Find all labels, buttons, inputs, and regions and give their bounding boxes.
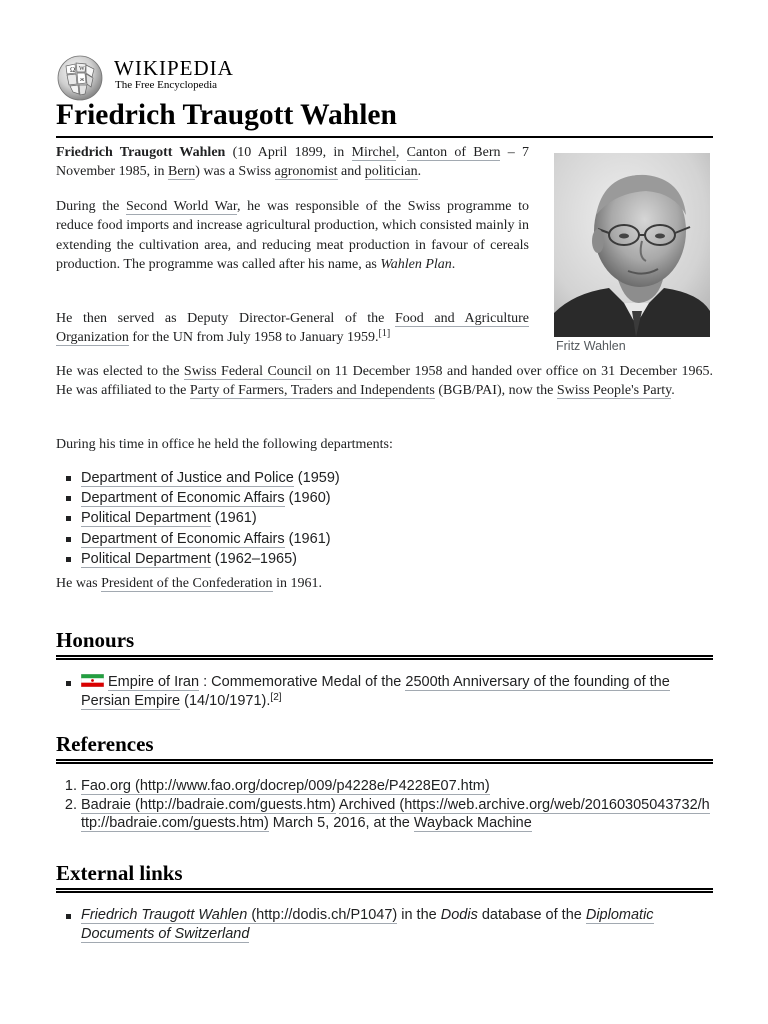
link-president-of-confederation[interactable]: President of the Confederation bbox=[101, 576, 273, 591]
link-department[interactable]: Political Department bbox=[81, 510, 211, 527]
link-canton-of-bern[interactable]: Canton of Bern bbox=[406, 145, 501, 160]
honours-heading: Honours bbox=[56, 628, 135, 652]
link-department[interactable]: Department of Economic Affairs bbox=[81, 490, 285, 507]
citation-1[interactable]: [1] bbox=[378, 328, 391, 340]
link-agronomist[interactable]: agronomist bbox=[274, 164, 338, 180]
departments-intro: During his time in office he held the following departments: bbox=[56, 437, 393, 452]
link-politician[interactable]: politician bbox=[364, 164, 418, 180]
link-department[interactable]: Department of Economic Affairs bbox=[81, 530, 285, 547]
iran-flag-icon bbox=[81, 674, 104, 687]
link-badraie[interactable]: Badraie (http://badraie.com/guests.htm) bbox=[81, 796, 336, 813]
link-empire-of-iran[interactable]: Empire of Iran bbox=[108, 674, 200, 690]
intro-paragraph: Friedrich Traugott Wahlen (10 April 1899, in Mirchel, Canton of Bern – 7 November 1985, in Bern) was a Swiss agronomist and politician. bbox=[56, 145, 530, 180]
title-divider bbox=[56, 136, 713, 138]
wikipedia-tagline: The Free Encyclopedia bbox=[115, 79, 218, 91]
list-item: Political Department (1962–1965) bbox=[56, 549, 713, 569]
svg-text:Ω: Ω bbox=[70, 66, 76, 74]
portrait-caption: Fritz Wahlen bbox=[556, 339, 626, 353]
references-heading: References bbox=[56, 732, 154, 756]
link-swiss-peoples-party[interactable]: Swiss People's Party bbox=[556, 383, 672, 399]
portrait-image[interactable] bbox=[554, 153, 710, 337]
departments-list bbox=[56, 468, 713, 569]
link-fao[interactable]: Food and Agriculture Organization bbox=[56, 311, 530, 346]
external-links-heading: External links bbox=[56, 861, 183, 885]
link-department[interactable]: Political Department bbox=[81, 550, 211, 567]
list-item: Friedrich Traugott Wahlen (http://dodis.ch/P1047) in the Dodis database of the Diplomatic Documents of Switzerland bbox=[56, 906, 713, 943]
reference-item: 2. Badraie (http://badraie.com/guests.htm) Archived (https://web.archive.org/web/20160305043732/http://badraie.com/guests.htm) March 5, 2016, at the Wayback Machine bbox=[81, 796, 713, 833]
link-dodis-entry[interactable]: Friedrich Traugott Wahlen (http://dodis.ch/P1047) bbox=[81, 907, 398, 923]
wikipedia-wordmark: WIKIPEDIA bbox=[114, 56, 234, 80]
president-paragraph: He was President of the Confederation in 1961. bbox=[56, 576, 322, 591]
references-divider bbox=[56, 759, 713, 764]
svg-text:ж: ж bbox=[80, 77, 85, 83]
list-item: Department of Economic Affairs (1960) bbox=[56, 488, 713, 508]
subject-name: Friedrich Traugott Wahlen bbox=[56, 145, 226, 160]
link-fao-org[interactable]: Fao.org (http://www.fao.org/docrep/009/p4228e/P4228E07.htm) bbox=[81, 778, 490, 794]
federal-council-paragraph: He was elected to the Swiss Federal Council on 11 December 1958 and handed over office on 31 December 1965. He was affiliated to the Party of Farmers, Traders and Independents (BGB/PAI), now the Swiss People's Party. bbox=[56, 364, 713, 399]
list-item: Department of Economic Affairs (1961) bbox=[56, 529, 713, 549]
link-department[interactable]: Department of Justice and Police bbox=[81, 470, 294, 486]
references-list bbox=[56, 777, 713, 833]
external-links-list bbox=[56, 906, 713, 943]
link-diplomatic-documents[interactable]: Diplomatic Documents of Switzerland bbox=[81, 907, 654, 942]
link-party-of-farmers[interactable]: Party of Farmers, Traders and Independents bbox=[189, 383, 435, 399]
svg-text:W: W bbox=[79, 66, 85, 72]
list-item: Political Department (1961) bbox=[56, 508, 713, 528]
link-mirchel[interactable]: Mirchel bbox=[351, 145, 396, 160]
fao-paragraph: He then served as Deputy Director-General of the Food and Agriculture Organization for the UN from July 1958 to January 1959.[1] bbox=[56, 311, 530, 346]
wahlen-plan-paragraph: During the Second World War, he was responsible of the Swiss programme to reduce food imports and increase agricultural production, which consisted mainly in extending the cultivation area, and reducing meat production in favour of cereals production. The programme was called after his name, as Wahlen Plan. bbox=[56, 199, 530, 273]
link-swiss-federal-council[interactable]: Swiss Federal Council bbox=[183, 364, 312, 379]
link-archived[interactable]: Archived (https://web.archive.org/web/20160305043732/http://badraie.com/guests.htm) bbox=[81, 796, 710, 832]
list-item: Empire of Iran : Commemorative Medal of the 2500th Anniversary of the founding of the Persian Empire (14/10/1971).[2] bbox=[56, 673, 713, 710]
page-title: Friedrich Traugott Wahlen bbox=[56, 99, 397, 131]
link-wayback-machine[interactable]: Wayback Machine bbox=[413, 815, 532, 832]
wahlen-plan-term: Wahlen Plan bbox=[380, 257, 452, 273]
link-bern[interactable]: Bern bbox=[167, 164, 196, 180]
external-links-divider bbox=[56, 888, 713, 893]
honours-list bbox=[56, 673, 713, 710]
portrait-photo bbox=[554, 153, 710, 337]
reference-item bbox=[81, 777, 713, 796]
citation-2[interactable]: [2] bbox=[270, 691, 282, 703]
list-item: Department of Justice and Police (1959) bbox=[56, 468, 713, 488]
link-2500th-anniversary[interactable]: 2500th Anniversary of the founding of the Persian Empire bbox=[81, 674, 670, 709]
dodis-term: Dodis bbox=[440, 907, 478, 923]
link-second-world-war[interactable]: Second World War bbox=[126, 199, 237, 214]
honours-divider bbox=[56, 655, 713, 660]
wikipedia-globe-icon bbox=[56, 54, 104, 102]
